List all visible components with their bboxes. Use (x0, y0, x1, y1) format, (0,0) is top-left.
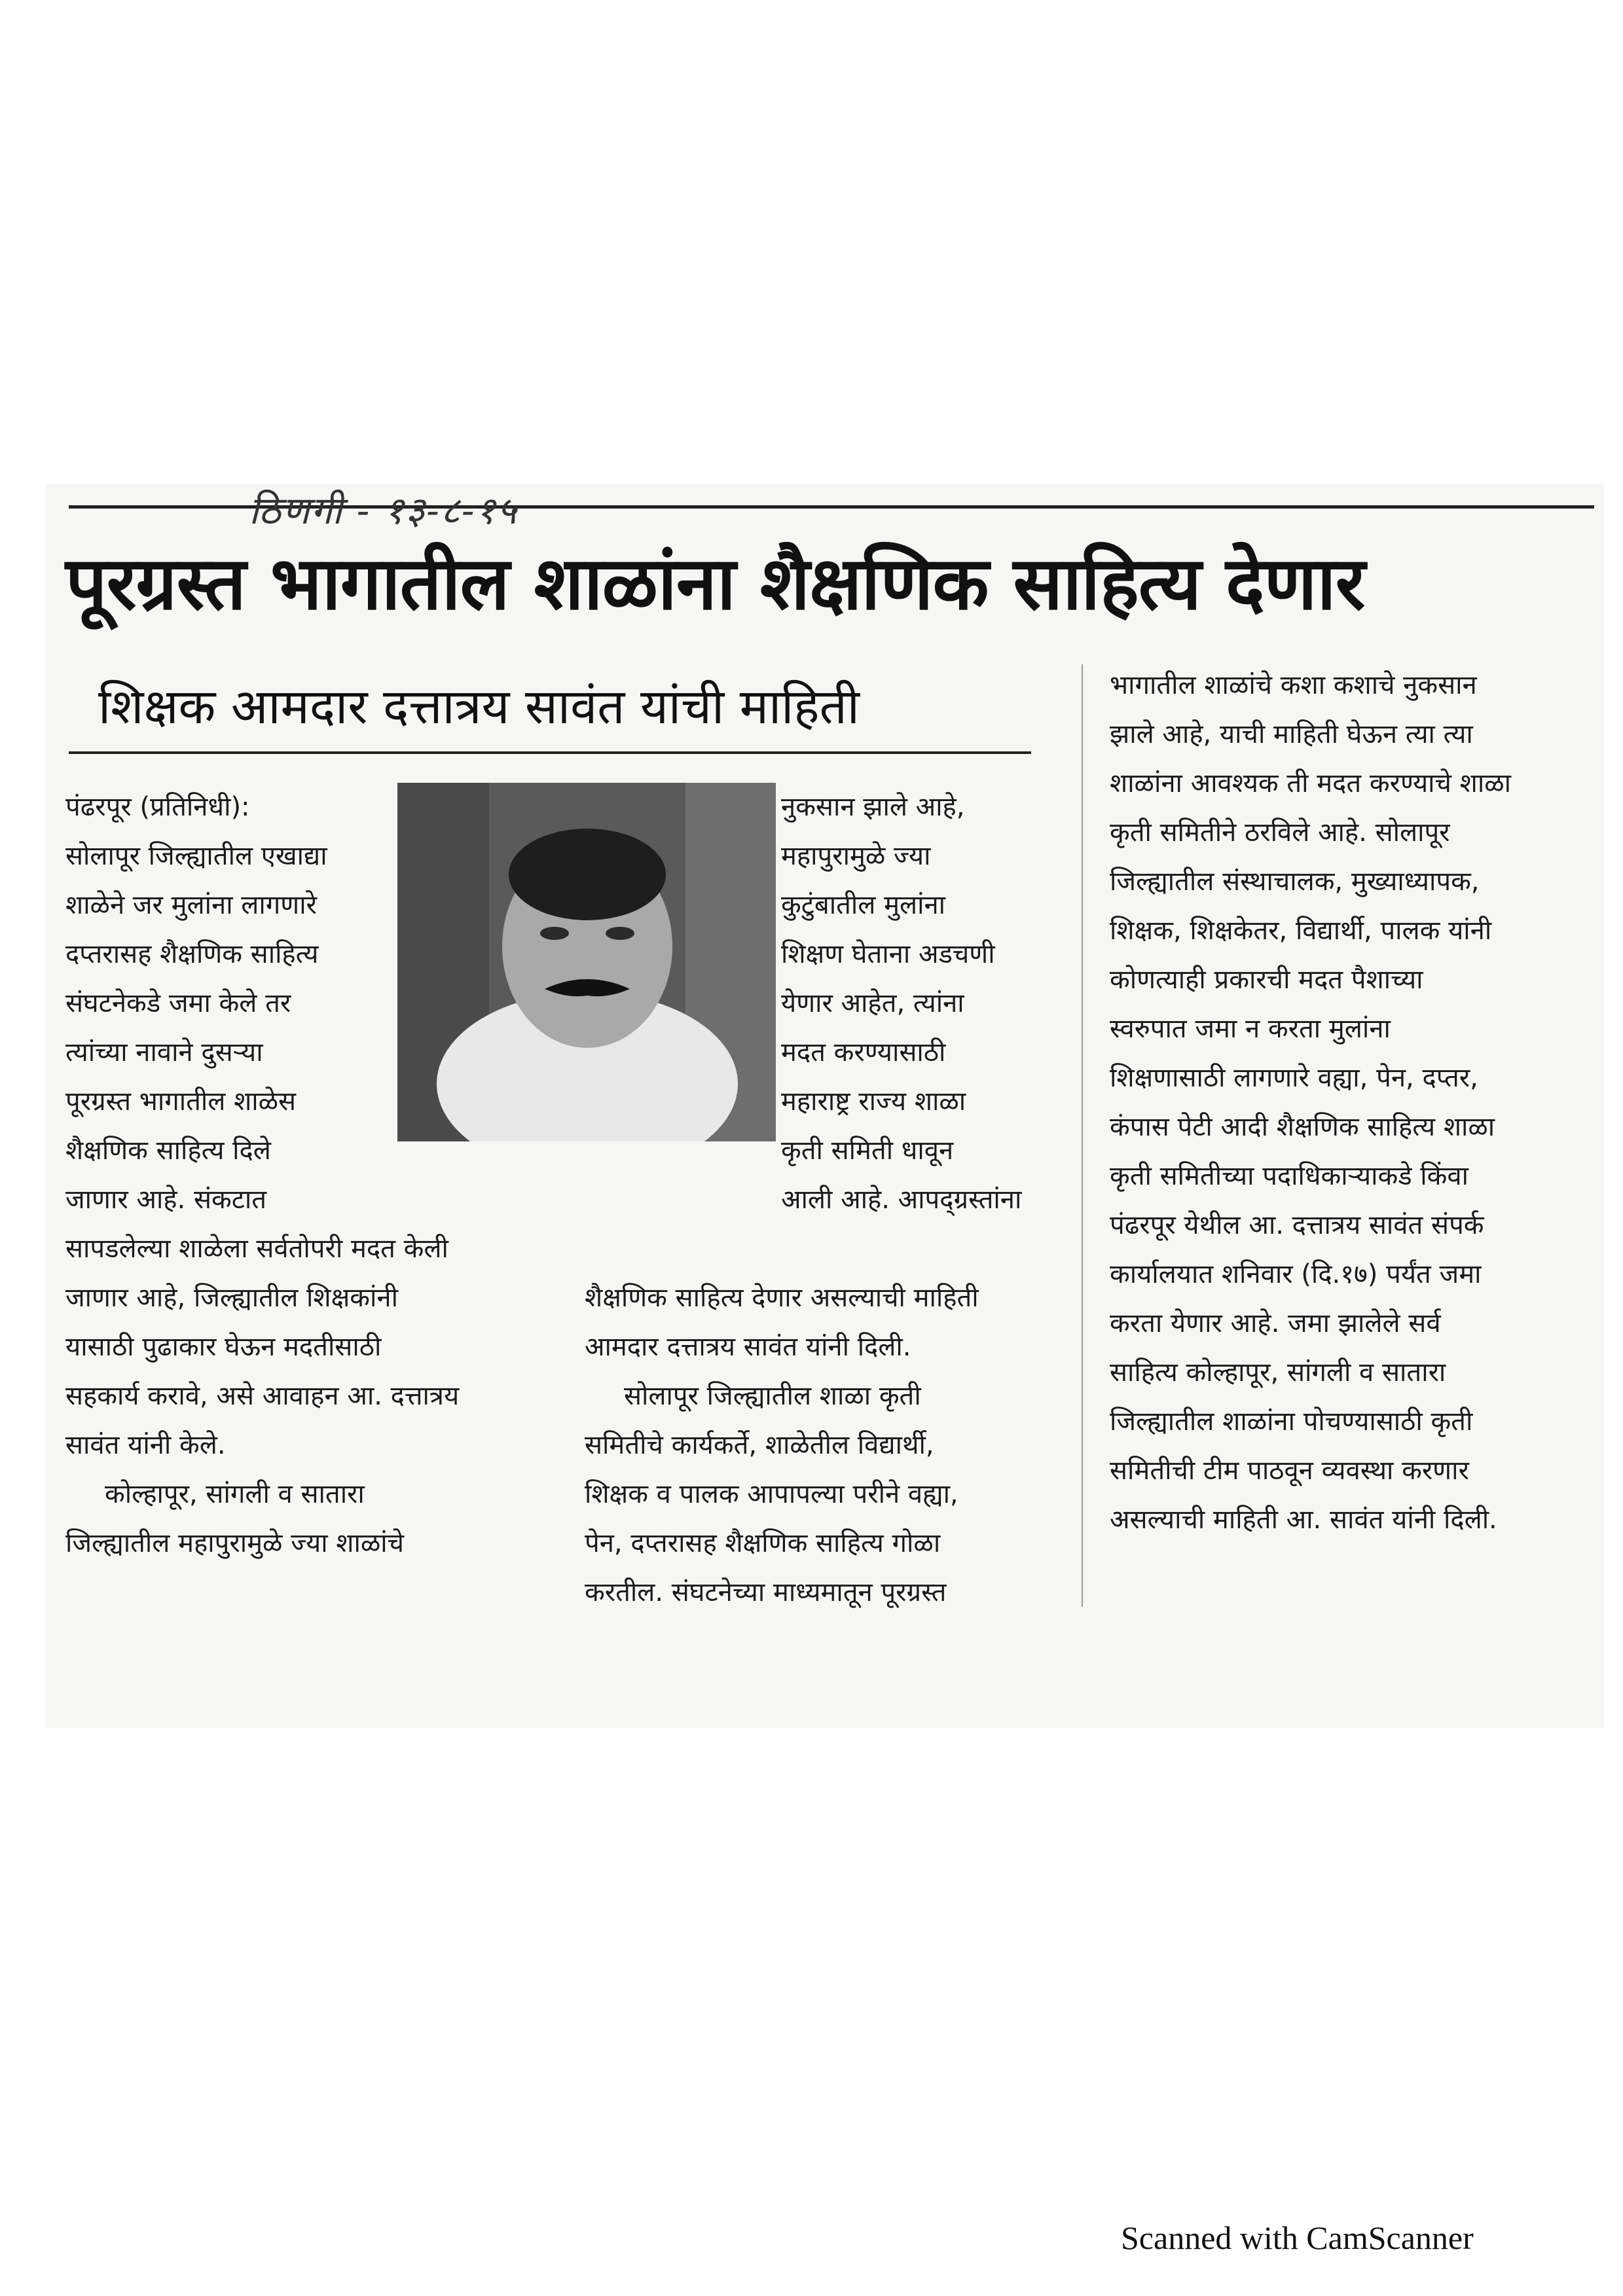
text-line: जिल्ह्यातील महापुरामुळे ज्या शाळांचे (65, 1528, 404, 1558)
text-line: आली आहे. आपद्ग्रस्तांना (781, 1185, 1022, 1215)
column-1-top (65, 783, 393, 1225)
column-rule (1082, 664, 1083, 1607)
text-line: स्वरुपात जमा न करता मुलांना (1110, 1014, 1391, 1044)
text-line: कोणत्याही प्रकारची मदत पैशाच्या (1110, 965, 1423, 995)
column-2-bottom (585, 1274, 1069, 1617)
text-line: पंढरपूर येथील आ. दत्तात्रय सावंत संपर्क (1110, 1210, 1484, 1240)
text-line: यासाठी पुढाकार घेऊन मदतीसाठी (65, 1332, 382, 1362)
text-line: सापडलेल्या शाळेला सर्वतोपरी मदत केली (65, 1234, 448, 1264)
text-line: शिक्षण घेताना अडचणी (781, 939, 995, 969)
handwritten-note: ठिणगी - १३-८-१५ (249, 488, 518, 533)
text-line: शिक्षक व पालक आपापल्या परीने वह्या, (585, 1479, 958, 1509)
text-line: पेन, दप्तरासह शैक्षणिक साहित्य गोळा (585, 1528, 941, 1558)
text-line: कुटुंबातील मुलांना (781, 890, 946, 920)
text-line: करता येणार आहे. जमा झालेले सर्व (1110, 1308, 1441, 1338)
text-line: शाळांना आवश्यक ती मदत करण्याचे शाळा (1110, 768, 1511, 798)
text-line: सोलापूर जिल्ह्यातील एखाद्या (65, 841, 327, 871)
text-line: कृती समितीने ठरविले आहे. सोलापूर (1110, 817, 1450, 848)
text-line: करतील. संघटनेच्या माध्यमातून पूरग्रस्त (585, 1577, 947, 1607)
text-line: सोलापूर जिल्ह्यातील शाळा कृती (624, 1381, 921, 1411)
text-line: साहित्य कोल्हापूर, सांगली व सातारा (1110, 1357, 1446, 1388)
text-line: सावंत यांनी केले. (65, 1430, 226, 1460)
headline: पूरग्रस्त भागातील शाळांना शैक्षणिक साहित्य देणार (65, 541, 1365, 626)
text-line: असल्याची माहिती आ. सावंत यांनी दिली. (1110, 1505, 1497, 1535)
text-line: शैक्षणिक साहित्य दिले (65, 1136, 271, 1166)
text-line: झाले आहे, याची माहिती घेऊन त्या त्या (1110, 719, 1473, 749)
text-line: दप्तरासह शैक्षणिक साहित्य (65, 939, 319, 969)
text-line: कार्यालयात शनिवार (दि.१७) पर्यंत जमा (1110, 1259, 1482, 1289)
column-3 (1110, 661, 1594, 1545)
portrait-photo (397, 783, 776, 1141)
column-2-top (781, 783, 1069, 1225)
text-line: जाणार आहे, जिल्ह्यातील शिक्षकांनी (65, 1283, 398, 1313)
text-line: जाणार आहे. संकटात (65, 1185, 267, 1215)
text-line: पंढरपूर (प्रतिनिधी): (65, 792, 250, 822)
text-line: संघटनेकडे जमा केले तर (65, 988, 291, 1018)
text-line: जिल्ह्यातील शाळांना पोचण्यासाठी कृती (1110, 1407, 1473, 1437)
text-line: समितीची टीम पाठवून व्यवस्था करणार (1110, 1456, 1469, 1486)
text-line: मदत करण्यासाठी (781, 1037, 946, 1067)
text-line: भागातील शाळांचे कशा कशाचे नुकसान (1110, 670, 1477, 700)
text-line: कंपास पेटी आदी शैक्षणिक साहित्य शाळा (1110, 1112, 1495, 1142)
text-line: कृती समितीच्या पदाधिकाऱ्याकडे किंवा (1110, 1161, 1468, 1191)
subhead-rule (69, 751, 1031, 754)
text-line: पूरग्रस्त भागातील शाळेस (65, 1086, 297, 1117)
text-line: शिक्षक, शिक्षकेतर, विद्यार्थी, पालक यांनी (1110, 916, 1492, 946)
text-line: आमदार दत्तात्रय सावंत यांनी दिली. (585, 1332, 911, 1362)
text-line: महाराष्ट्र राज्य शाळा (781, 1086, 966, 1117)
text-line: जिल्ह्यातील संस्थाचालक, मुख्याध्यापक, (1110, 867, 1480, 897)
text-line: सहकार्य करावे, असे आवाहन आ. दत्तात्रय (65, 1381, 460, 1411)
text-line: त्यांच्या नावाने दुसऱ्या (65, 1037, 263, 1067)
subheadline: शिक्षक आमदार दत्तात्रय सावंत यांची माहिती (98, 679, 860, 735)
text-line: समितीचे कार्यकर्ते, शाळेतील विद्यार्थी, (585, 1430, 934, 1460)
text-line: कोल्हापूर, सांगली व सातारा (105, 1479, 365, 1509)
text-line: कृती समिती धावून (781, 1136, 954, 1166)
text-line: नुकसान झाले आहे, (781, 792, 965, 822)
text-line: येणार आहेत, त्यांना (781, 988, 964, 1018)
text-line: शाळेने जर मुलांना लागणारे (65, 890, 317, 920)
column-1-bottom (65, 1225, 543, 1568)
scanner-watermark: Scanned with CamScanner (1121, 2219, 1474, 2256)
text-line: शिक्षणासाठी लागणारे वह्या, पेन, दप्तर, (1110, 1063, 1478, 1093)
text-line: महापुरामुळे ज्या (781, 841, 931, 871)
text-line: शैक्षणिक साहित्य देणार असल्याची माहिती (585, 1283, 979, 1313)
